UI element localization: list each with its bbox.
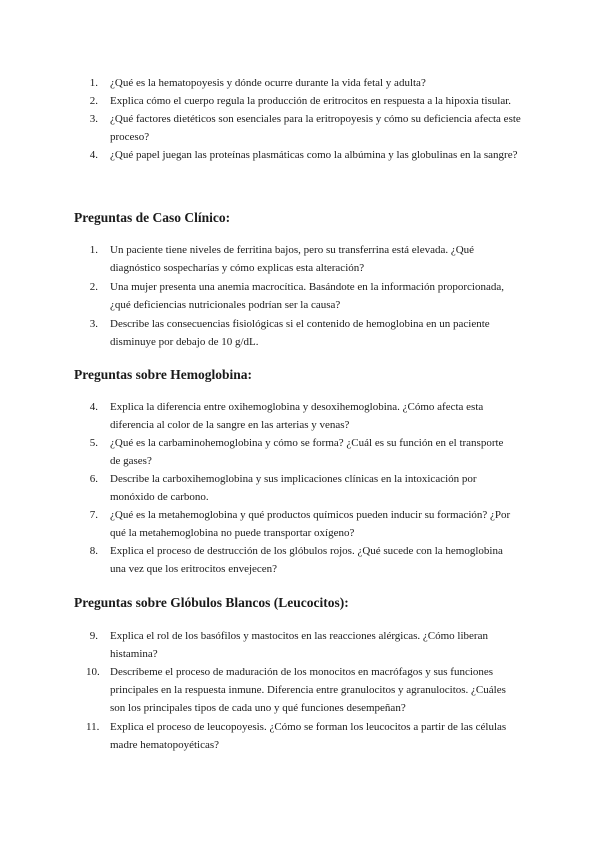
list-item: 4. Explica la diferencia entre oxihemoglobina y desoxihemoglobina. ¿Cómo afecta esta diferencia al color de la sangre en las arterias y venas? — [89, 401, 484, 431]
list-item: 6. Describe la carboxihemoglobina y sus implicaciones clínicas en la intoxicación por monóxido de carbono. — [89, 473, 477, 503]
list-item: 3. ¿Qué factores dietéticos son esenciales para la eritropoyesis y cómo su deficiencia afecta este proceso? — [89, 113, 521, 143]
section-heading-leucocitos: Preguntas sobre Glóbulos Blancos (Leucocitos): — [74, 595, 349, 610]
list-item: 9. Explica el rol de los basófilos y mastocitos en las reacciones alérgicas. ¿Cómo liberan histamina? — [89, 630, 488, 660]
list-item: 2. Explica cómo el cuerpo regula la producción de eritrocitos en respuesta a la hipoxia tisular. — [89, 95, 512, 107]
list-item: 10. Descríbeme el proceso de maduración de los monocitos en macrófagos y sus funciones principales en la respuesta inmune. Diferencia entre granulocitos y agranulocitos. ¿Cuáles son los principales tipos de cada uno y qué funciones desempeñan? — [86, 666, 506, 714]
list-item: 1. ¿Qué es la hematopoyesis y dónde ocurre durante la vida fetal y adulta? — [89, 77, 426, 89]
list-item: 4. ¿Qué papel juegan las proteínas plasmáticas como la albúmina y las globulinas en la sangre? — [89, 149, 518, 161]
list-item: 2. Una mujer presenta una anemia macrocítica. Basándote en la información proporcionada, ¿qué deficiencias nutricionales podrían ser la causa? — [89, 281, 505, 311]
intro-question-list — [0, 74, 600, 164]
list-item: 3. Describe las consecuencias fisiológicas si el contenido de hemoglobina en un paciente disminuye por debajo de 10 g/dL. — [89, 318, 490, 348]
leucocitos-question-list — [0, 627, 600, 754]
section-heading-caso-clinico: Preguntas de Caso Clínico: — [74, 210, 231, 225]
list-item: 7. ¿Qué es la metahemoglobina y qué productos químicos pueden inducir su formación? ¿Por qué la metahemoglobina no puede transportar oxígeno? — [89, 509, 511, 539]
list-item: 1. Un paciente tiene niveles de ferritina bajos, pero su transferrina está elevada. ¿Qué diagnóstico sospecharías y cómo explicas esta alteración? — [89, 244, 475, 274]
list-item: 11. Explica el proceso de leucopoyesis. ¿Cómo se forman los leucocitos a partir de las células madre hematopoyéticas? — [86, 721, 507, 751]
hemoglobina-question-list — [0, 398, 600, 578]
section-heading-hemoglobina: Preguntas sobre Hemoglobina: — [74, 367, 253, 382]
list-item: 8. Explica el proceso de destrucción de los glóbulos rojos. ¿Qué sucede con la hemoglobina una vez que los eritrocitos envejecen? — [89, 545, 503, 575]
list-item: 5. ¿Qué es la carbaminohemoglobina y cómo se forma? ¿Cuál es su función en el transporte de gases? — [89, 437, 504, 467]
caso-clinico-question-list — [0, 241, 600, 352]
